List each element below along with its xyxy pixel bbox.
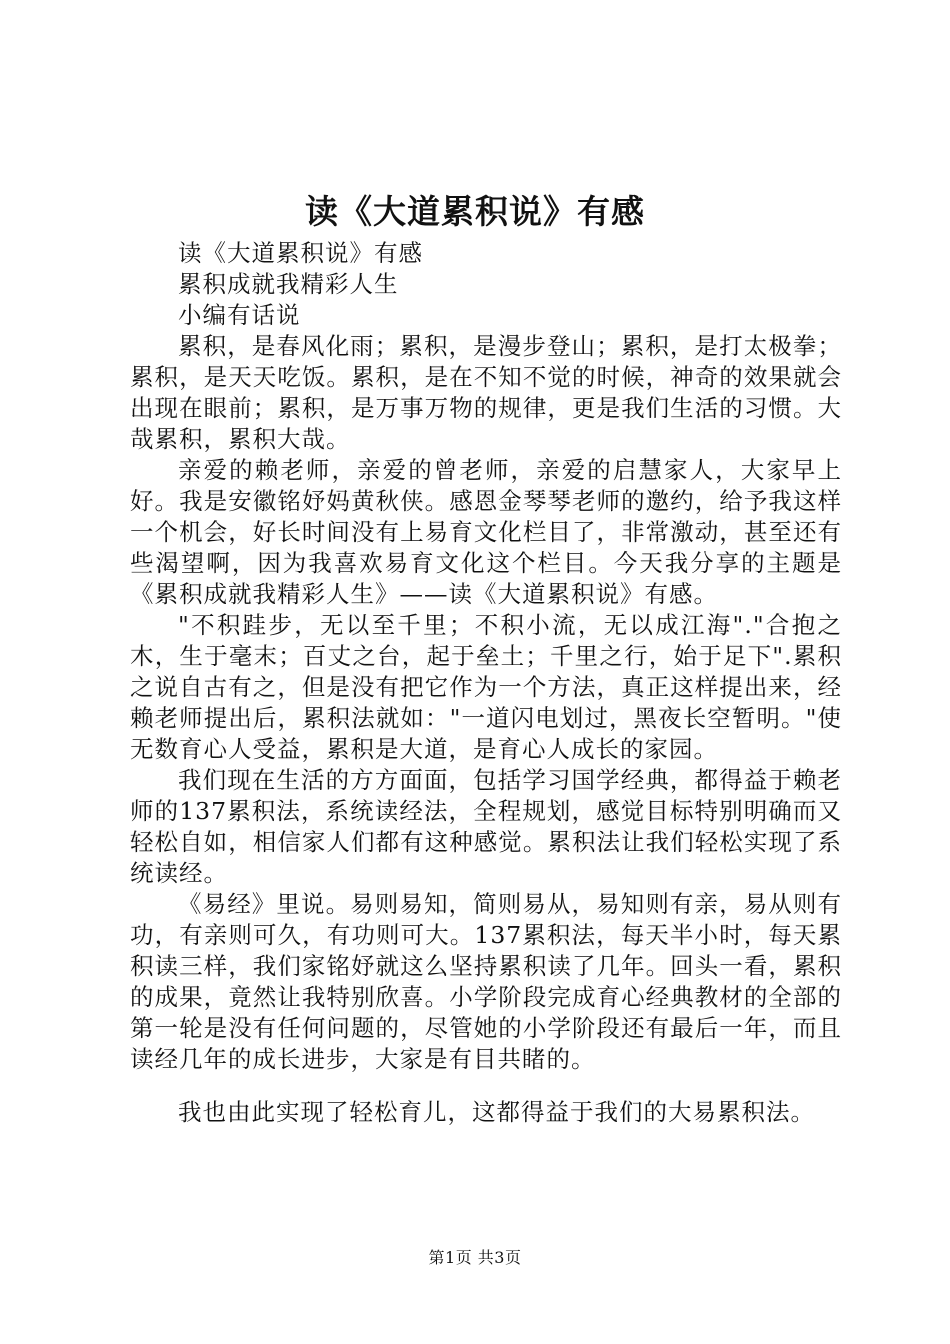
paragraph-daily-life: 我们现在生活的方方面面，包括学习国学经典，都得益于赖老师的137累积法，系统读经法，全程规划，感觉目标特别明确而又轻松自如，相信家人们都有这种感觉。累积法让我们轻松实现了系统读经。 xyxy=(130,766,842,887)
document-title: 读《大道累积说》有感 xyxy=(305,192,645,231)
paragraph-heading-repeat: 读《大道累积说》有感 xyxy=(178,239,423,267)
paragraph-greeting: 亲爱的赖老师，亲爱的曾老师，亲爱的启慧家人，大家早上好。我是安徽铭妤妈黄秋侠。感恩金琴琴老师的邀约，给予我这样一个机会，好长时间没有上易育文化栏目了，非常激动，甚至还有些渴望啊，因为我喜欢易育文化这个栏目。今天我分享的主题是《累积成就我精彩人生》——读《大道累积说》有感。 xyxy=(130,456,842,608)
page-number-footer: 第1页 共3页 xyxy=(428,1248,522,1267)
paragraph-quotes: "不积跬步，无以至千里；不积小流，无以成江海"."合抱之木，生于毫末；百丈之台，起于垒土；千里之行，始于足下".累积之说自古有之，但是没有把它作为一个方法，真正这样提出来，经赖老师提出后，累积法就如："一道闪电划过，黑夜长空暂明。"使无数育心人受益，累积是大道，是育心人成长的家园。 xyxy=(130,611,842,763)
paragraph-editor-note: 小编有话说 xyxy=(178,301,301,329)
paragraph-subtitle: 累积成就我精彩人生 xyxy=(178,270,399,298)
paragraph-intro: 累积，是春风化雨；累积，是漫步登山；累积，是打太极拳；累积，是天天吃饭。累积，是在不知不觉的时候，神奇的效果就会出现在眼前；累积，是万事万物的规律，更是我们生活的习惯。大哉累积，累积大哉。 xyxy=(130,332,842,453)
paragraph-conclusion: 我也由此实现了轻松育儿，这都得益于我们的大易累积法。 xyxy=(178,1098,815,1126)
document-body xyxy=(130,238,842,1128)
paragraph-yijing: 《易经》里说。易则易知，简则易从，易知则有亲，易从则有功，有亲则可久，有功则可大。137累积法，每天半小时，每天累积读三样，我们家铭妤就这么坚持累积读了几年。回头一看，累积的成果，竟然让我特别欣喜。小学阶段完成育心经典教材的全部的第一轮是没有任何问题的，尽管她的小学阶段还有最后一年，而且读经几年的成长进步，大家是有目共睹的。 xyxy=(130,890,842,1073)
